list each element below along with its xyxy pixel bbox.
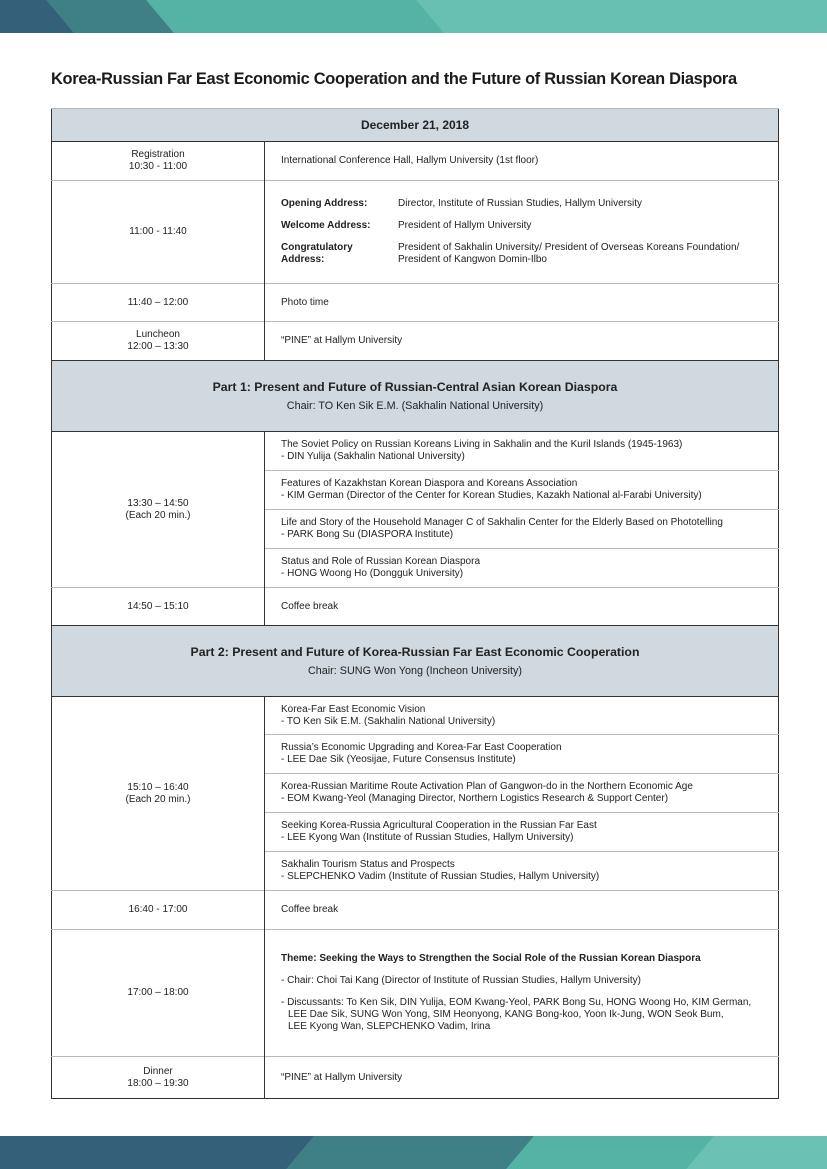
talk-item <box>265 510 779 549</box>
table-row <box>52 284 779 322</box>
table-row <box>52 697 779 735</box>
address-text-line: President of Kangwon Domin-Ilbo <box>398 254 547 265</box>
section-chair: Chair: TO Ken Sik E.M. (Sakhalin National University) <box>286 400 544 412</box>
talk-speaker: - HONG Woong Ho (Dongguk University) <box>281 568 464 579</box>
address-text: Director, Institute of Russian Studies, Hallym University <box>398 198 642 209</box>
row-note: (Each 20 min.) <box>125 509 191 521</box>
section-title: Part 1: Present and Future of Russian-Central Asian Korean Diaspora <box>212 380 618 394</box>
row-text: Coffee break <box>265 588 779 626</box>
talk-item <box>265 813 779 852</box>
talk-speaker: - DIN Yulija (Sakhalin National University) <box>281 451 465 462</box>
address-label: Welcome Address: <box>281 220 371 231</box>
table-row <box>52 181 779 284</box>
talk-item <box>265 735 779 774</box>
talk-item <box>265 852 779 891</box>
table-row <box>52 1057 779 1099</box>
time-cell <box>52 432 265 588</box>
section-cell <box>52 361 779 432</box>
talk-title: Russia’s Economic Upgrading and Korea-Far East Cooperation <box>281 742 562 753</box>
time-cell <box>52 322 265 361</box>
section-title: Part 2: Present and Future of Korea-Russian Far East Economic Cooperation <box>190 645 640 659</box>
talk-title: Seeking Korea-Russia Agricultural Cooperation in the Russian Far East <box>281 820 597 831</box>
address-text-line: President of Sakhalin University/ President of Overseas Koreans Foundation/ <box>398 242 740 253</box>
panel-chair: - Chair: Choi Tai Kang (Director of Institute of Russian Studies, Hallym University) <box>281 975 641 986</box>
row-time: 10:30 - 11:00 <box>128 161 188 172</box>
row-label: Luncheon <box>136 329 180 340</box>
table-row <box>52 142 779 181</box>
talk-item <box>265 471 779 510</box>
address-text: President of Hallym University <box>398 220 532 231</box>
row-text: Coffee break <box>265 891 779 930</box>
row-text: “PINE” at Hallym University <box>265 322 779 361</box>
talk-speaker: - KIM German (Director of the Center for Korean Studies, Kazakh National al-Farabi University) <box>281 490 702 501</box>
row-label: Dinner <box>143 1065 173 1077</box>
talk-item <box>265 432 779 471</box>
table-row <box>52 432 779 471</box>
row-time: 16:40 - 17:00 <box>52 891 265 930</box>
schedule-table <box>51 108 779 1099</box>
address-label: Congratulatory Address: <box>281 242 353 265</box>
page-title: Korea-Russian Far East Economic Cooperation and the Future of Russian Korean Diaspora <box>51 70 737 88</box>
time-cell <box>52 1057 265 1099</box>
talk-speaker: - TO Ken Sik E.M. (Sakhalin National University) <box>281 715 496 727</box>
talk-title: Korea-Far East Economic Vision <box>281 703 426 715</box>
top-decorative-band <box>0 0 827 33</box>
address-text <box>398 242 768 266</box>
panel-cell <box>265 930 779 1057</box>
talk-title: Life and Story of the Household Manager C of Sakhalin Center for the Elderly Based on Phototelling <box>281 517 723 528</box>
table-row <box>52 891 779 930</box>
discussants-line: LEE Kyong Wan, SLEPCHENKO Vadim, Irina <box>288 1021 491 1032</box>
panel-theme: Theme: Seeking the Ways to Strengthen the Social Role of the Russian Korean Diaspora <box>281 953 701 964</box>
time-cell <box>52 697 265 891</box>
talk-item <box>265 697 779 735</box>
row-time: 15:10 – 16:40 <box>127 781 189 793</box>
talk-item <box>265 549 779 588</box>
table-row <box>52 322 779 361</box>
row-text: “PINE” at Hallym University <box>265 1057 779 1099</box>
discussants-line: - Discussants: To Ken Sik, DIN Yulija, EOM Kwang-Yeol, PARK Bong Su, HONG Woong Ho, KIM German, <box>281 997 752 1008</box>
talk-title: Status and Role of Russian Korean Diaspora <box>281 556 481 567</box>
talk-speaker: - LEE Kyong Wan (Institute of Russian Studies, Hallym University) <box>281 832 574 843</box>
row-label: Registration <box>131 149 185 160</box>
panel-discussants <box>281 997 768 1033</box>
date-row <box>52 109 779 142</box>
registration-venue: International Conference Hall, Hallym University (1st floor) <box>265 142 779 181</box>
talk-speaker: - LEE Dae Sik (Yeosijae, Future Consensus Institute) <box>281 754 516 765</box>
row-text: Photo time <box>265 284 779 322</box>
table-row <box>52 588 779 626</box>
section-header-part2 <box>52 626 779 697</box>
talk-speaker: - SLEPCHENKO Vadim (Institute of Russian Studies, Hallym University) <box>281 871 600 882</box>
address-item <box>281 198 768 210</box>
talk-title: Features of Kazakhstan Korean Diaspora and Koreans Association <box>281 478 578 489</box>
address-item <box>281 220 768 232</box>
section-header-part1 <box>52 361 779 432</box>
row-time: 18:00 – 19:30 <box>127 1077 189 1089</box>
table-row <box>52 930 779 1057</box>
talk-speaker: - EOM Kwang-Yeol (Managing Director, Northern Logistics Research & Support Center) <box>281 793 669 804</box>
address-label: Opening Address: <box>281 198 368 209</box>
talk-item <box>265 774 779 813</box>
row-time: 11:00 - 11:40 <box>52 181 265 284</box>
row-note: (Each 20 min.) <box>125 793 191 805</box>
addresses-cell <box>265 181 779 284</box>
talk-title: Korea-Russian Maritime Route Activation Plan of Gangwon-do in the Northern Economic Age <box>281 781 693 792</box>
section-cell <box>52 626 779 697</box>
talk-title: Sakhalin Tourism Status and Prospects <box>281 859 455 870</box>
row-time: 11:40 – 12:00 <box>52 284 265 322</box>
time-cell <box>52 142 265 181</box>
row-time: 13:30 – 14:50 <box>127 497 189 509</box>
discussants-line: LEE Dae Sik, SUNG Won Yong, SIM Heonyong, KANG Bong-koo, Yoon Ik-Jung, WON Seok Bum, <box>288 1009 724 1020</box>
row-time: 12:00 – 13:30 <box>127 341 189 352</box>
talk-speaker: - PARK Bong Su (DIASPORA Institute) <box>281 529 454 540</box>
talk-title: The Soviet Policy on Russian Koreans Living in Sakhalin and the Kuril Islands (1945-1963) <box>281 439 683 450</box>
row-time: 14:50 – 15:10 <box>52 588 265 626</box>
date-header: December 21, 2018 <box>52 109 779 142</box>
bottom-decorative-band <box>0 1136 827 1169</box>
row-time: 17:00 – 18:00 <box>52 930 265 1057</box>
section-chair: Chair: SUNG Won Yong (Incheon University) <box>307 665 523 677</box>
address-item <box>281 242 768 266</box>
